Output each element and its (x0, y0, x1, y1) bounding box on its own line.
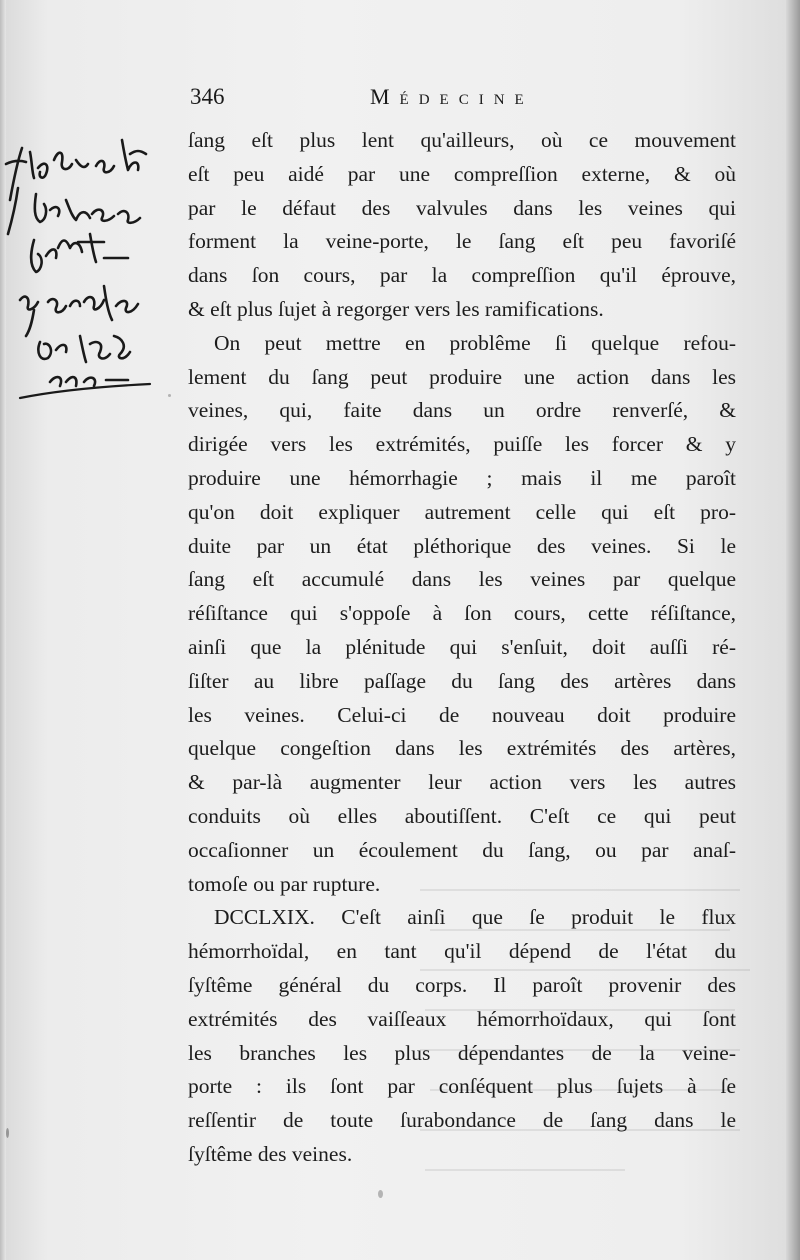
page-edge-shadow (786, 0, 800, 1260)
text-line: porte : ils ſont par conſéquent plus ſujets à ſe (188, 1074, 736, 1099)
text-line: reſſentir de toute ſurabondance de ſang dans le (188, 1108, 736, 1133)
text-line: & eſt plus ſujet à regorger vers les ramifications. (188, 296, 604, 321)
text-line: les branches les plus dépendantes de la veine- (188, 1040, 736, 1065)
text-line: dirigée vers les extrémités, puiſſe les forcer & y (188, 432, 736, 457)
text-line: lement du ſang peut produire une action dans les (188, 364, 736, 389)
text-line: occaſionner un écoulement du ſang, ou par anaſ- (188, 837, 736, 862)
text-line: & par-là augmenter leur action vers les autres (188, 770, 736, 795)
text-line: ſyſtême des veines. (188, 1141, 353, 1166)
text-line: ainſi que la plénitude qui s'enſuit, doit auſſi ré- (188, 634, 736, 659)
body-text (188, 124, 736, 1172)
text-line: duite par un état pléthorique des veines. Si le (188, 533, 736, 558)
text-line: quelque congeſtion dans les extrémités des artères, (188, 736, 736, 761)
text-line: conduits où elles aboutiſſent. C'eſt ce qui peut (188, 803, 736, 828)
text-line: ſiſter au libre paſſage du ſang des artères dans (188, 668, 736, 693)
paper-speck (378, 1190, 383, 1198)
page-number: 346 (190, 84, 225, 109)
paper-speck (6, 1128, 9, 1138)
text-line: qu'on doit expliquer autrement celle qui eſt pro- (188, 499, 736, 524)
text-line: extrémités des vaiſſeaux hémorrhoïdaux, qui ſont (188, 1006, 736, 1031)
text-line: eſt peu aidé par une compreſſion externe, & où (188, 161, 736, 186)
text-line: forment la veine-porte, le ſang eſt peu favoriſé (188, 229, 736, 254)
text-line: par le défaut des valvules dans les veines qui (188, 195, 736, 220)
paper-speck (168, 394, 171, 397)
text-line: hémorrhoïdal, en tant qu'il dépend de l'état du (188, 939, 736, 964)
text-line: ſang eſt plus lent qu'ailleurs, où ce mouvement (188, 128, 736, 152)
paragraph-start: On peut mettre en problême ſi quelque refou- (214, 330, 736, 355)
text-line: les veines. Celui-ci de nouveau doit produire (188, 702, 736, 727)
page-header (190, 84, 760, 124)
text-line: réſiſtance qui s'oppoſe à ſon cours, cette réſiſtance, (188, 601, 736, 626)
handwritten-marginalia (0, 130, 175, 400)
text-line: veines, qui, faite dans un ordre renverſé, & (188, 398, 736, 423)
text-line: dans ſon cours, par la compreſſion qu'il éprouve, (188, 263, 736, 288)
text-line: ſang eſt accumulé dans les veines par quelque (188, 567, 736, 592)
text-line: produire une hémorrhagie ; mais il me paroît (188, 465, 736, 490)
text-line: ſyſtême général du corps. Il paroît provenir des (188, 972, 736, 997)
running-head: Médecine (370, 84, 534, 109)
section-start: DCCLXIX. C'eſt ainſi que ſe produit le flux (214, 905, 736, 930)
text-line: tomoſe ou par rupture. (188, 871, 381, 896)
